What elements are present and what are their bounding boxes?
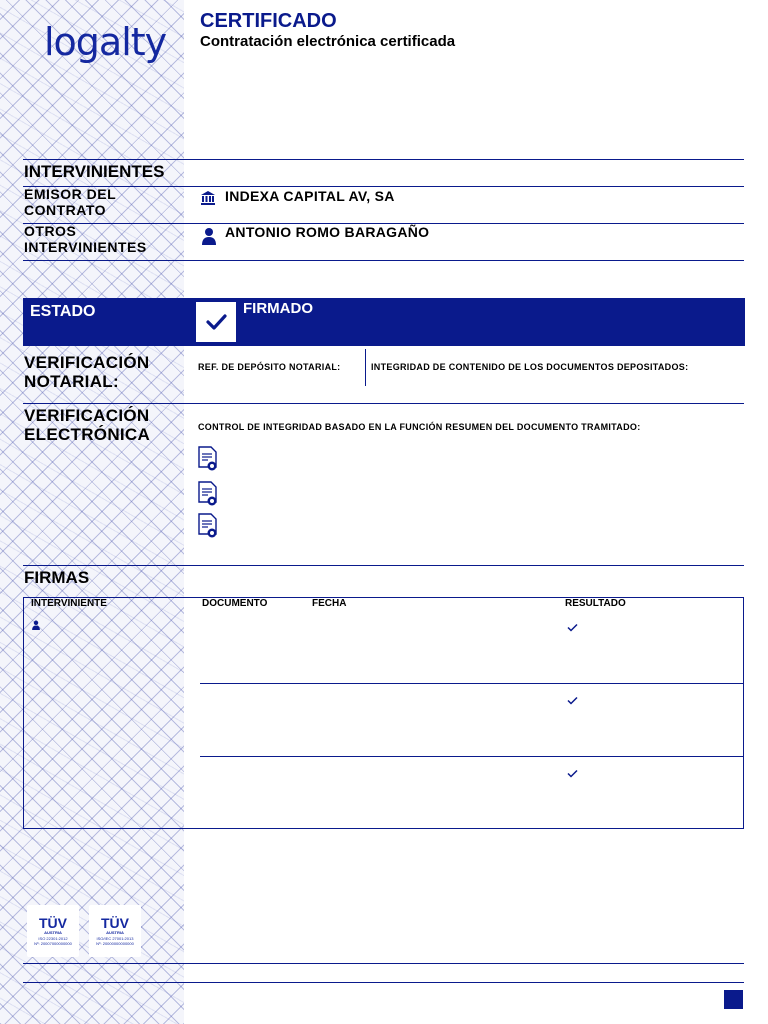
tuv-country: AUSTRIA <box>44 930 62 935</box>
col-documento: DOCUMENTO <box>202 598 268 609</box>
logalty-logo: logalty <box>44 20 167 64</box>
check-icon <box>567 765 578 783</box>
table-row-divider <box>200 683 744 684</box>
page-subtitle: Contratación electrónica certificada <box>200 33 456 50</box>
tuv-number: Nº: 20000000000000 <box>96 941 134 946</box>
person-icon <box>32 617 40 635</box>
footer-divider <box>23 963 744 964</box>
table-row-divider <box>200 756 744 757</box>
integridad-label: INTEGRIDAD DE CONTENIDO DE LOS DOCUMENTOS DEPOSITADOS: <box>371 362 689 372</box>
tuv-logo: TÜV <box>39 915 67 931</box>
check-icon <box>567 619 578 637</box>
verificacion-notarial-heading: VERIFICACIÓN NOTARIAL: <box>24 353 150 391</box>
col-interviniente: INTERVINIENTE <box>31 598 107 609</box>
estado-bar <box>23 298 745 346</box>
firmas-table <box>23 597 744 829</box>
page-title: CERTIFICADO <box>200 10 337 32</box>
ref-deposito-label: REF. DE DEPÓSITO NOTARIAL: <box>198 362 341 372</box>
emisor-label: EMISOR DEL CONTRATO <box>24 186 116 218</box>
verificacion-electronica-heading: VERIFICACIÓN ELECTRÓNICA <box>24 406 151 444</box>
divider <box>365 349 366 386</box>
col-fecha: FECHA <box>312 598 347 609</box>
col-resultado: RESULTADO <box>565 598 626 609</box>
security-pattern-strip <box>0 0 184 1024</box>
tuv-number: Nº: 20007000000000 <box>34 941 72 946</box>
tuv-standard: ISO/IEC 27001:2013 <box>96 936 134 941</box>
control-integridad-label: CONTROL DE INTEGRIDAD BASADO EN LA FUNCIÓN RESUMEN DEL DOCUMENTO TRAMITADO: <box>198 422 641 432</box>
divider <box>23 565 744 566</box>
certificate-document-icon[interactable] <box>197 480 221 513</box>
emisor-value: INDEXA CAPITAL AV, SA <box>225 188 395 204</box>
check-icon <box>567 692 578 710</box>
person-icon <box>202 227 216 245</box>
tuv-country: AUSTRIA <box>106 930 124 935</box>
footer-divider <box>23 982 744 983</box>
otros-value: ANTONIO ROMO BARAGAÑO <box>225 224 430 240</box>
divider <box>23 403 744 404</box>
certificate-document-icon[interactable] <box>197 445 221 478</box>
firmas-heading: FIRMAS <box>24 568 90 587</box>
certificate-document-icon[interactable] <box>197 512 221 545</box>
estado-label: ESTADO <box>30 303 96 320</box>
divider <box>23 159 744 160</box>
estado-value: FIRMADO <box>243 300 313 317</box>
divider <box>23 260 744 261</box>
check-icon <box>196 302 236 342</box>
footer-square-mark <box>724 990 743 1009</box>
tuv-badge-iso27001 <box>89 905 141 957</box>
otros-label: OTROS INTERVINIENTES <box>24 223 147 255</box>
tuv-badge-iso22301 <box>27 905 79 957</box>
intervinientes-heading: INTERVINIENTES <box>24 162 165 181</box>
bank-icon <box>200 190 216 206</box>
tuv-logo: TÜV <box>101 915 129 931</box>
tuv-standard: ISO 22301:2012 <box>38 936 68 941</box>
status-check <box>196 302 236 342</box>
